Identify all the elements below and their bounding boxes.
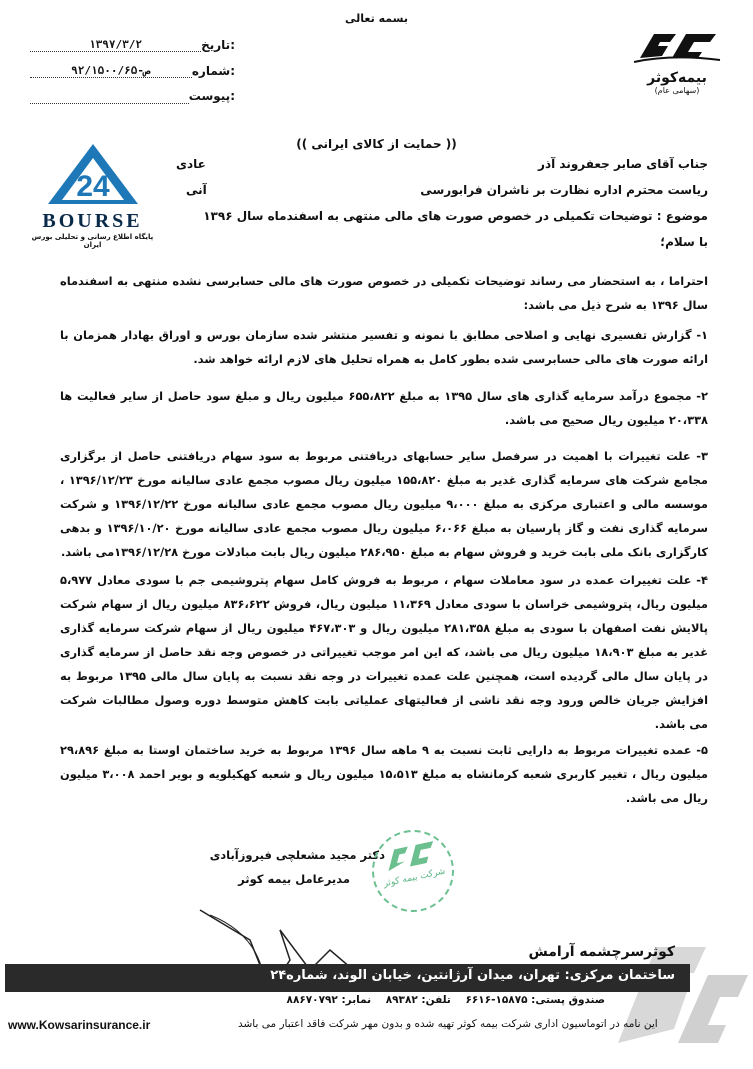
- bourse-word: BOURSE: [42, 210, 143, 232]
- attachment-value: [30, 89, 189, 104]
- date-row: [30, 38, 235, 52]
- brand-sub: (سهامی عام): [654, 86, 700, 95]
- paragraph-4: ۴- علت تغییرات عمده در سود معاملات سهام ، مربوط به فروش کامل سهام پتروشیمی جم با سودی معادل ۵،۹۷۷ میلیون ریال، پتروشیمی خراسان با سودی معادل ۱۱،۳۶۹ میلیون ریال، فروش ۸۳۶،۶۲۲ میلیون ریال از سهام شرکت پالایش نفت اصفهان با سودی به مبلغ ۲۸۱،۳۵۸ میلیون ریال و ۴۶۷،۳۰۳ میلیون ریال از سهام شرکت سرمایه گذاری غدیر به مبلغ ۱۸،۹۰۳ میلیون ریال می باشد، که این امر موجب تغییراتی در خصوص وجه نقد حاصل از سرمایه گذاری در پایان سال مالی گردیده است، همچنین علت عمده تغییرات در وجه نقد نسبت به پایان سال مالی ۱۳۹۵ مربوط به افزایش جریان خالص ورود وجه نقد ناشی از فعالیتهای عملیاتی بابت کاهش متوسط دوره وصول مطالبات شرکت می باشد.: [60, 573, 708, 731]
- attachment-label: پیوست:: [188, 89, 235, 103]
- side-label-normal: عادی: [176, 157, 206, 171]
- footer-contact-line: [5, 994, 605, 1006]
- intro-paragraph: احتراما ، به استحضار می رساند توضیحات تکمیلی در خصوص صورت های مالی حسابرسی نشده منتهی به اسفندماه سال ۱۳۹۶ به شرح ذیل می باشد:: [60, 274, 708, 312]
- paragraph-1: ۱- گزارش تفسیری نهایی و اصلاحی مطابق با نمونه و تفسیر منتشر شده سازمان بورس و اوراق بهادار همزمان با ارائه صورت های مالی حسابرسی شده بطور کامل به همراه تحلیل های لازم ارائه خواهد شد.: [60, 328, 708, 366]
- kowsar-logo: [632, 28, 722, 108]
- number-row: [30, 64, 235, 78]
- footer-company-slogan: کوثرسرچشمه آرامش: [528, 944, 675, 960]
- attachment-row: [30, 89, 235, 104]
- signatory-name: دکتر مجید مشعلچی فیروزآبادی: [209, 848, 385, 862]
- footer-website: www.Kowsarinsurance.ir: [8, 1018, 151, 1032]
- recipient-line-2: ریاست محترم اداره نظارت بر ناشران فرابورسی: [420, 183, 708, 197]
- brand-name: بیمه‌کوثر: [647, 70, 707, 86]
- number-label: شماره:: [191, 64, 235, 78]
- greeting: با سلام؛: [660, 235, 708, 249]
- basmala: بسمه تعالی: [345, 12, 408, 25]
- date-value: ۱۳۹۷/۳/۲: [30, 38, 201, 52]
- side-label-immediate: آنی: [186, 183, 207, 197]
- paragraph-5: ۵- عمده تغییرات مربوط به دارایی ثابت نسبت به ۹ ماهه سال ۱۳۹۶ مربوط به خرید ساختمان اوستا به مبلغ ۲۹،۸۹۶ میلیون ریال ، تغییر کاربری شعبه کرمانشاه به مبلغ ۱۵،۵۱۳ میلیون ریال و شعبه کهکیلویه و بویر احمد ۳،۰۰۸ میلیون ریال می باشد.: [60, 743, 708, 805]
- paragraph-3: ۳- علت تغییرات با اهمیت در سرفصل سایر حسابهای دریافتنی مربوط به سود سهام دریافتنی حاصل از برگزاری مجامع شرکت های سرمایه گذاری غدیر به مبلغ ۱۵۵،۸۲۰ میلیون ریال مصوب مجمع عادی سالیانه مورخ ۱۳۹۶/۱۲/۲۳ ، موسسه مالی و اعتباری مرکزی به مبلغ ۹،۰۰۰ میلیون ریال مصوب مجمع عادی سالیانه مورخ ۱۳۹۶/۱۲/۲۲ و شرکت سرمایه گذاری نفت و گاز پارسیان به مبلغ ۶،۰۶۶ میلیون ریال مصوب مجمع عادی سالیانه مورخ ۱۳۹۶/۱۰/۲۰ و بدهی کارگزاری بانک ملی بابت خرید و فروش سهام به مبلغ ۲۸۶،۹۵۰ میلیون ریال بابت مبادلات مورخ ۱۳۹۶/۱۲/۲۸می باشد.: [60, 449, 708, 559]
- subject-line: موضوع : توضیحات تکمیلی در خصوص صورت های مالی منتهی به اسفندماه سال ۱۳۹۶: [203, 209, 708, 223]
- kowsar-mark-icon: [632, 28, 722, 64]
- svg-text:24: 24: [75, 170, 110, 203]
- slogan: (( حمایت از کالای ایرانی )): [296, 137, 457, 151]
- paragraph-2: ۲- مجموع درآمد سرمایه گذاری های سال ۱۳۹۵ به مبلغ ۶۵۵،۸۲۲ میلیون ریال و مبلغ سود حاصل از سایر فعالیت ها ۲۰،۳۳۸ میلیون ریال صحیح می باشد.: [60, 389, 708, 427]
- number-value: ۹۲/۱۵۰۰/۶۵-ص: [30, 64, 192, 78]
- bourse-caption: پایگاه اطلاع رسانی و تحلیلی بورس ایران: [31, 233, 154, 249]
- signatory-title: مدیرعامل بیمه کوثر: [238, 872, 350, 886]
- recipient-line-1: جناب آقای صابر جعفروند آذر: [538, 157, 708, 171]
- footer-fax: نمابر: ۸۸۶۷۰۷۹۲: [286, 994, 372, 1006]
- footer-validity-note: این نامه در اتوماسیون اداری شرکت بیمه کوثر تهیه شده و بدون مهر شرکت فاقد اعتبار می باشد: [238, 1018, 658, 1030]
- stamp-text: شرکت بیمه کوثر: [382, 866, 447, 890]
- footer-postal: صندوق پستی: ۱۵۸۷۵-۶۶۱۶: [465, 994, 605, 1006]
- date-label: تاریخ:: [201, 38, 235, 52]
- bourse-logo: [25, 140, 160, 249]
- footer-phone: تلفن: ۸۹۳۸۲: [385, 994, 451, 1006]
- footer-address: ساختمان مرکزی: تهران، میدان آرژانتین، خیابان الوند، شماره۲۴: [270, 968, 675, 983]
